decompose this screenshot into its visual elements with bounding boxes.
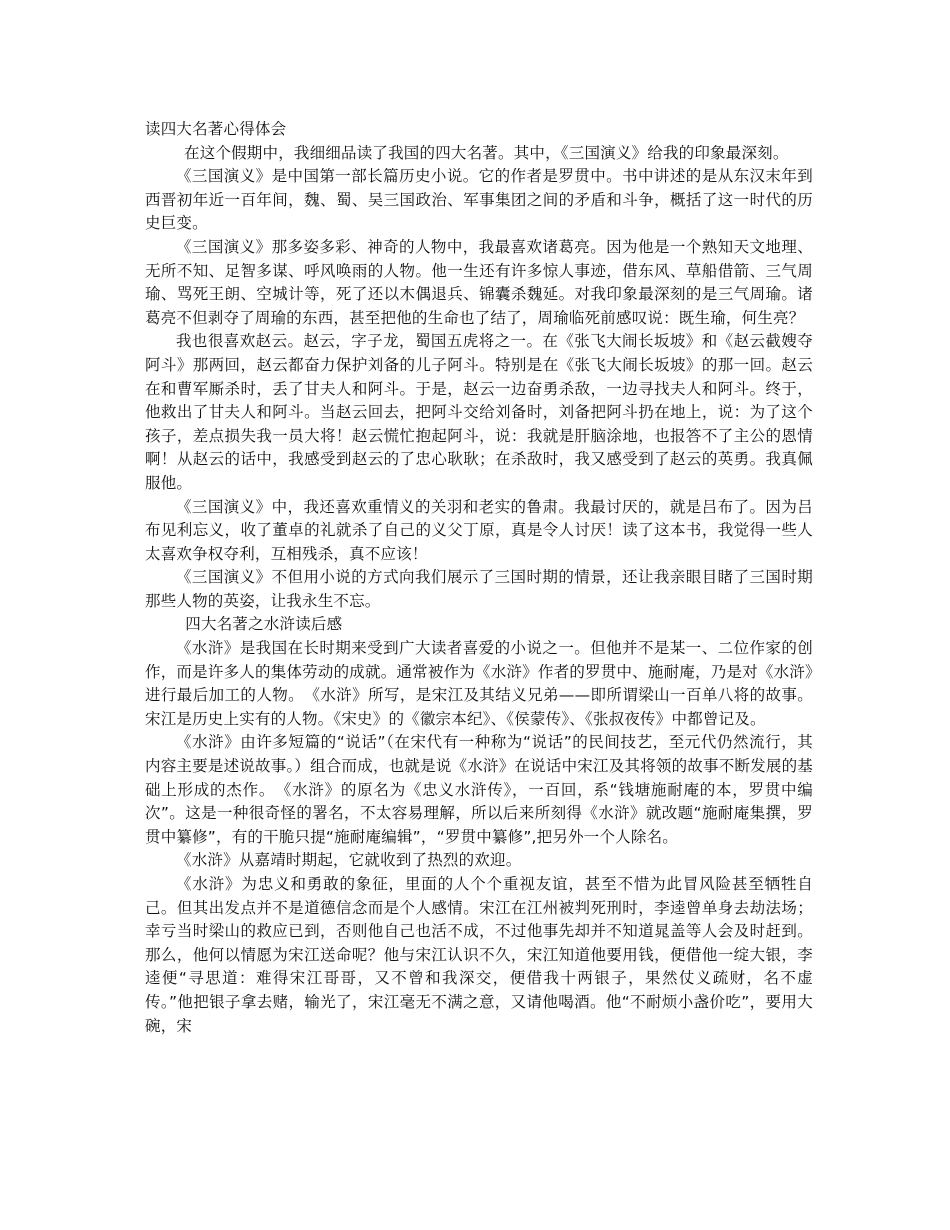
section-subtitle: 四大名著之水浒读后感	[185, 615, 343, 634]
document-title: 读四大名著心得体会	[145, 120, 287, 138]
paragraph-shuihu-loyalty: 《水浒》为忠义和勇敢的象征，里面的人个个重视友谊，甚至不惜为此冒风险甚至牺牲自己。但其出发点并不是道德信念而是个人感情。宋江在江州被判死刑时，李逵曾单身去劫法场；幸亏当时梁山的救应已到，否则他自己也活不成，不过他事先却并不知道晁盖等人会及时赶到。那么，他何以情愿为宋江送命呢？他与宋江认识不久，宋江知道他要用钱，便借他一绽大银，李逵便“寻思道：难得宋江哥哥，又不曾和我深交，便借我十两银子，果然仗义疏财，名不虚传。”他把银子拿去赌，输光了，宋江毫无不满之意，又请他喝酒。他“不耐烦小盏价吃”，要用大碗，宋	[145, 875, 813, 1035]
paragraph-shuihu-intro: 《水浒》是我国在长时期来受到广大读者喜爱的小说之一。但他并不是某一、二位作家的创作，而是许多人的集体劳动的成就。通常被作为《水浒》作者的罗贯中、施耐庵，乃是对《水浒》进行最后加工的人物。 《水浒》所写，是宋江及其结义兄弟——即所谓梁山一百单八将的故事。宋江是历史上实有的人物。《宋史》的《徽宗本纪》、《侯蒙传》、《张叔夜传》中都曾记及。	[145, 639, 813, 728]
paragraph-guan-yu-lv-bu: 《三国演义》中，我还喜欢重情义的关羽和老实的鲁肃。我最讨厌的，就是吕布了。因为吕布见利忘义，收了董卓的礼就杀了自己的义父丁原，真是令人讨厌！读了这本书，我觉得一些人太喜欢争权夺利，互相残杀，真不应该！	[145, 497, 813, 563]
paragraph-zhao-yun: 我也很喜欢赵云。赵云，字子龙，蜀国五虎将之一。在《张飞大闹长坂坡》和《赵云截嫂夺阿斗》那两回，赵云都奋力保护刘备的儿子阿斗。特别是在《张飞大闹长坂坡》的那一回。赵云在和曹军厮杀时，丢了甘夫人和阿斗。于是，赵云一边奋勇杀敌，一边寻找夫人和阿斗。终于，他救出了甘夫人和阿斗。当赵云回去，把阿斗交给刘备时，刘备把阿斗扔在地上，说：为了这个孩子，差点损失我一员大将！赵云慌忙抱起阿斗，说：我就是肝脑涂地，也报答不了主公的恩情啊！从赵云的话中，我感受到赵云的了忠心耿耿；在杀敌时，我又感受到了赵云的英勇。我真佩服他。	[145, 332, 813, 492]
paragraph-intro: 在这个假期中，我细细品读了我国的四大名著。其中，《三国演义》给我的印象最深刻。	[184, 143, 789, 162]
paragraph-sanguo-overview: 《三国演义》是中国第一部长篇历史小说。它的作者是罗贯中。书中讲述的是从东汉末年到西晋初年近一百年间，魏、蜀、吴三国政治、军事集团之间的矛盾和斗争，概括了这一时代的历史巨变。	[145, 167, 813, 233]
paragraph-shuihu-origin: 《水浒》由许多短篇的“说话”（在宋代有一种称为“说话”的民间技艺，至元代仍然流行，其内容主要是述说故事。）组合而成，也就是说《水浒》在说话中宋江及其将领的故事不断发展的基础上形成的杰作。 《水浒》的原名为《忠义水浒传》，一百回，系“钱塘施耐庵的本，罗贯中编次”。这是一种很奇怪的署名，不太容易理解，所以后来所刻得《水浒》就改题“施耐庵集撰，罗贯中纂修”，有的干脆只提“施耐庵编辑”，“罗贯中纂修”,把另外一个人除名。	[145, 733, 813, 846]
paragraph-shuihu-reception: 《水浒》从嘉靖时期起，它就收到了热烈的欢迎。	[176, 851, 522, 870]
paragraph-zhuge-liang: 《三国演义》那多姿多彩、神奇的人物中，我最喜欢诸葛亮。因为他是一个熟知天文地理、无所不知、足智多谋、呼风唤雨的人物。他一生还有许多惊人事迹，借东风、草船借箭、三气周瑜、骂死王朗、空城计等，死了还以木偶退兵、锦囊杀魏延。对我印象最深刻的是三气周瑜。诸葛亮不但剥夺了周瑜的东西，甚至把他的生命也了结了，周瑜临死前感叹说：既生瑜，何生亮？	[145, 237, 813, 327]
document-body	[145, 118, 813, 1038]
paragraph-sanguo-conclusion: 《三国演义》不但用小说的方式向我们展示了三国时期的情景，还让我亲眼目睹了三国时期那些人物的英姿，让我永生不忘。	[145, 568, 813, 610]
